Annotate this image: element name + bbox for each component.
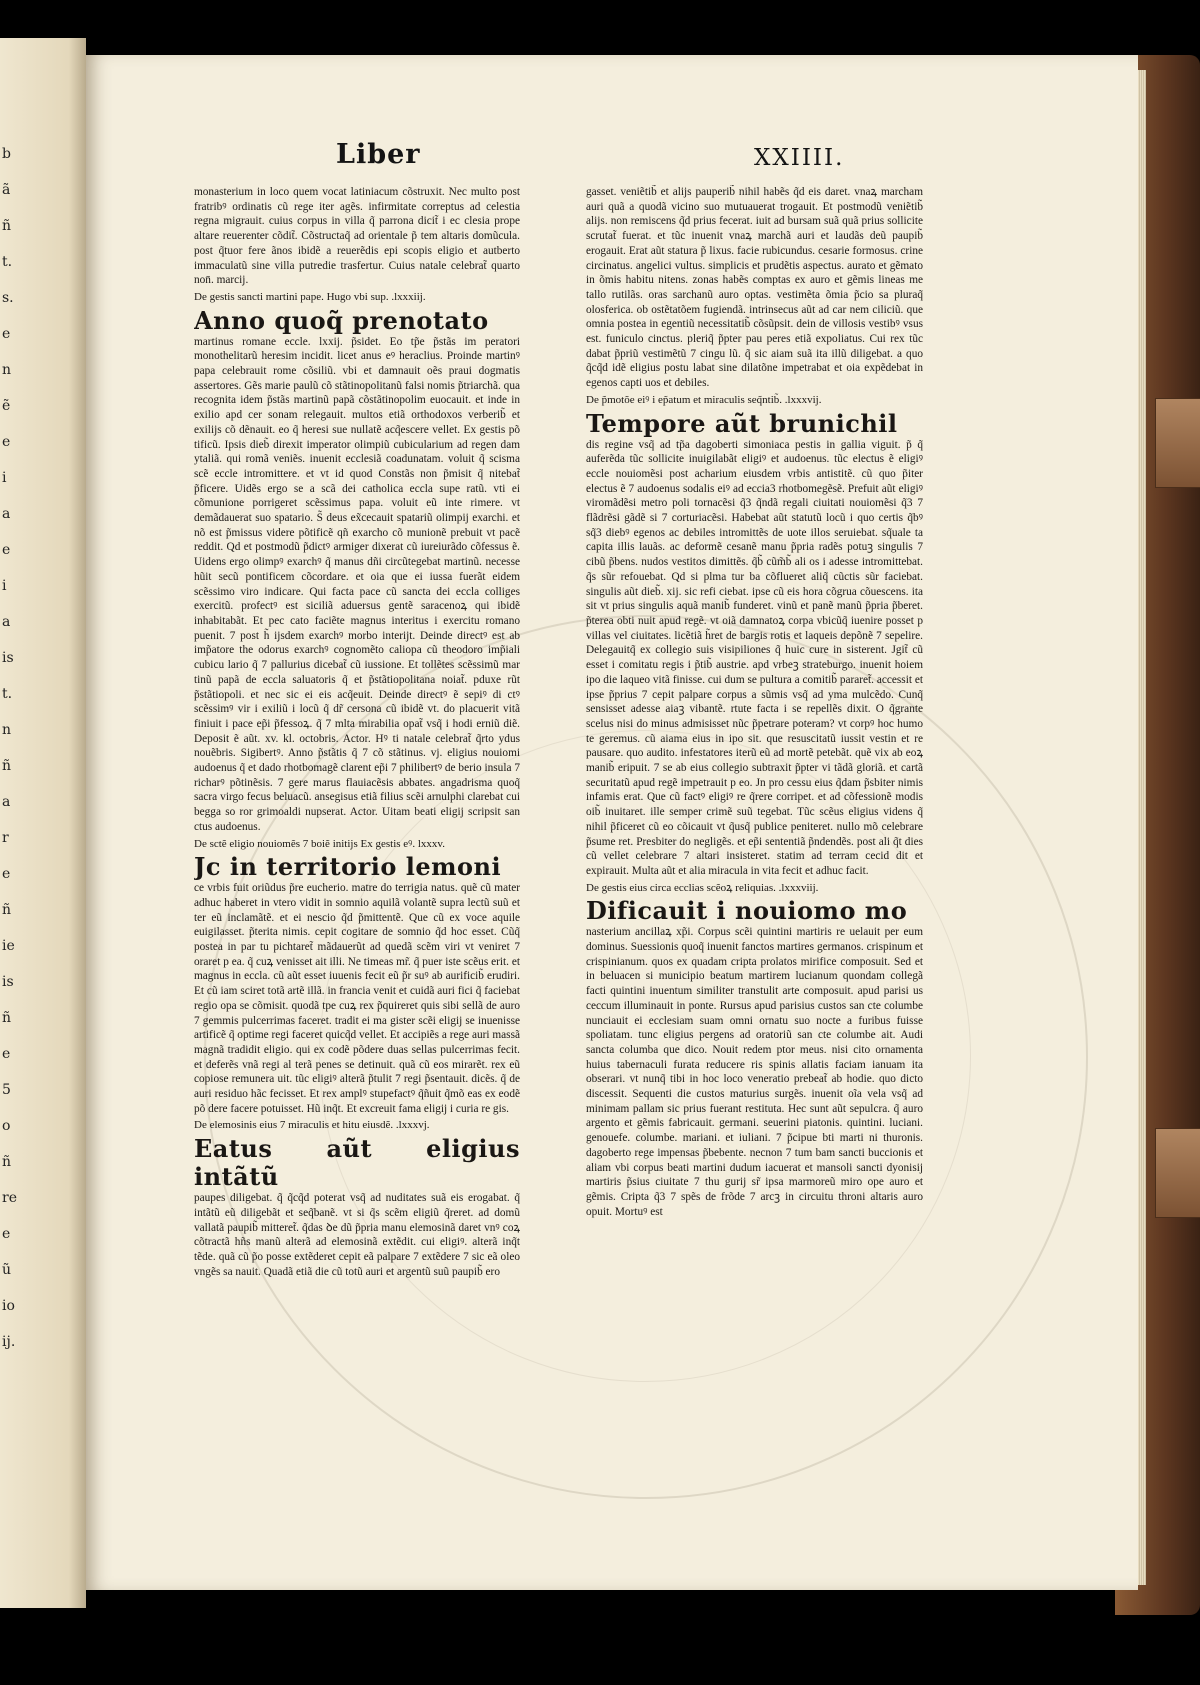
left-page-fragment: n	[2, 722, 12, 738]
chapter-rubric: De sctẽ eligio nouiomẽs 7 boiẽ initijs Ex gestis eꝰ. lxxxv.	[194, 837, 445, 850]
body-paragraph: ce vrbis fuit oriũdus p̃re eucherio. matre do terrigia natus. quẽ cũ mater adhuc haberet in vtero vidit in somnio aquilã volantẽ supra lectũ suũ et ter eũ inclamãtẽ. et ei nescio q̃d p̃mittentẽ. Que cũ ex voce aquile euigilasset. p̃terita nimis. cepit cogitare de somnio q̃d hoc esset. Cũq̃ postea in par tu pichtaret̃ mãdauerũt ad quedã scẽm viri vt veniret 7 oraret p ea. q̃ cuꝝ venisset ait illi. Ne timeas mr̃. q̃ puer iste scẽus erit. et magnus in eccla. cũ aũt esset iuuenis fecit eũ p̃r suꝰ ab aurificib̃ erudiri. Et cũ iam sciret totã artẽ illã. in francia venit et cuidã auri fici q̃ faciebat regio opa se cõmisit. quodã tpe cuꝝ rex p̃quireret quis sibi sellã de auro 7 gemmis pulcerrimas faceret. tradit ei ma gister scẽi eligij se inuenisse artificẽ q̃ optime regi faceret quicq̃d vellet. Et accipiẽs a rege auri massã magnã tradidit eligio. qui ex codẽ põdere duas sellas pulcerrimas fecit. et deferẽs vnã regi al terã penes se detinuit. quã cũ eos mirarẽt. rex eũ copiose remunera uit. tũc eligiꝰ alterã p̃tulit 7 regi p̃sentauit. dicẽs. q̃ de auri residuo hãc fecisset. Et rex amplꝰ stupefactꝰ q̃ñuit q̃mõ eas ex eodẽ põ dere facere potuisset. Hũ inq̃t. Et excreuit fama eligij i curia re gis.	[194, 882, 520, 1115]
body-paragraph: gasset. veniẽtib̃ et alijs pauperib̃ nihil habẽs q̃d eis daret. vnaꝝ marcham auri quã a quodã vicino suo mutuauerat trogauit. Et postmodũ veniẽtib̃ alijs. non remiscens q̃d prius fecerat. iuit ad bursam suã quã prius sollicite scrutat̃ fuerat. et tũc inuenit vnaꝝ marchã auri et laudãs deũ paupib̃ erogauit. Erat aũt statura p̃ lixus. facie rubicundus. cesarie formosus. crine circinatus. angelici vultus. simplicis et prudẽtis aspectus. aurato et gẽmato in õmis habitu nitens. zonas habẽs comptas ex auro et gẽmis lineas me tallo rutilãs. oras sarchanũ auro optas. vestimẽta õmia p̃cio sa pluraq̃ olosferica. ob ostẽtatõem fugiendã. intrinsecus aũt ad car nem ciliciũ. que omnia postea in egentiũ necessitatib̃ cõsũpsit. dein de villosis vestibꝰ vsus est. funiculo cinctus. pleriq̃ p̃pter pau peres etiã expoliatus. Cui rex tũc dabat p̃priũ vestimẽtũ 7 cingu lũ. q̃ sic aiam suã ita illũ diligebat. a quo q̃cq̃d idẽ eligius postu labat sine dilatõne impetrabat et oia expẽdebat in egenos capti uos et debiles.	[586, 186, 923, 390]
body-paragraph: paupes diligebat. q̃ q̃cq̃d poterat vsq̃ ad nuditates suã eis erogabat. q̃ intãtũ eũ diligebãt et seq̃banẽ. vt si q̃s scẽm eligiũ q̃reret. ad domũ vallatã paupib̃ mitteret̃. q̃das ꝺe dũ p̃pria manu elemosinã daret vnꝰ coꝝ cõtractã hñs manũ alterã ad elemosinã extẽdit. cui eligiꝰ. alterã inq̃t tẽde. quã cũ p̃o posse extẽderet cepit eã palpare 7 extẽdere 7 sic eã oleo vngẽs sa nauit. Quadã etiã die cũ totũ auri et argentũ suũ paupib̃ ero	[194, 1192, 520, 1278]
left-page-fragment: ie	[2, 938, 15, 954]
text-column-right	[586, 185, 923, 1395]
left-page-fragment: ij.	[2, 1334, 16, 1350]
left-page-fragment: b	[2, 146, 11, 162]
left-page-fragment: re	[2, 1190, 17, 1206]
body-paragraph: nasterium ancillaꝝ xp̃i. Corpus scẽi quintini martiris re uelauit per eum dominus. Suessionis quoq̃ inuenit fanctos martires germanos. crispinum et crispinianum. quos ex quadam cripta prolatos mirifice composuit. Sed et in beluacen si municipio beatum martirem lucianum quondam collegã facti quintini inuentum similiter transtulit arte composuit. apud parisi us ceccum illuminauit in ponte. Rursus apud parisius custos san cte columbe nunciauit ei ecclesiam suam omni ornatu suo nocte a furibus fuisse spoliatam. tunc eligius pergens ad oratoriũ san cte columbe ait. Audi sancta columba que dico. Nouit redem ptor meus. nisi cito ornamenta huius tabernaculi furata reducere ris spinis allatis faciam ianuam ita obserari. vt nunq̃ tibi in hoc loco veneratio prebeat̃ ab hodie. quo dicto discessit. Sequenti die custos maturius surgẽs. inuenit oĩa vela vsq̃ ad minimam pallam sic prius fuerant restituta. Hec sunt aũt sepulcra. q̃ auro argento et gẽmis fabricauit. germani. seuerini piatonis. quintini. luciani. genouefe. columbe. mariani. et iuliani. 7 p̃cipue bti marti ni thuronis. dagoberto rege impensas p̃bebente. necnon 7 tum bam sancti buccionis et aliam vbi corpus beati martini dudum iacuerat et mansoli sancti dyonisij martiris p̃sius ciuitate 7 thu gurij sr̃ ipsa marmoreũ miro ope auro et gẽmis. Cripta q̃3 7 spẽs de frõde 7 arcꝫ in circuitu throni altaris auro opuit. Mortuꝰ est	[586, 926, 923, 1218]
left-page-fragment: ñ	[2, 1010, 12, 1026]
running-head-left: Liber	[336, 139, 421, 170]
left-page-fragment: o	[2, 1118, 11, 1134]
left-page-fragment: ñ	[2, 758, 12, 774]
left-page-fragment: a	[2, 506, 11, 522]
chapter-rubric: De elemosinis eius 7 miraculis et hitu eiusdẽ. .lxxxvj.	[194, 1119, 430, 1132]
book-page	[86, 55, 1138, 1590]
left-page-edge	[0, 38, 86, 1608]
left-page-fragment: ã	[2, 182, 11, 198]
body-paragraph: dis regine vsq̃ ad tp̃a dagoberti simoniaca pestis in gallia viguit. p̃ q̃ auferẽda tũc sollicite inuigilabãt eligiꝰ et audoenus. tũc electus ẽ eligiꝰ eccle nouiomẽsi post acharium eiusdem vrbis antistitẽ. cũ quo p̃iter electus ẽ 7 audoenus sodalis eiꝰ ad eccia3 rhotbomegẽsẽ. Prefuit aũt eligiꝰ viromãdẽsi metro poli tornacẽsi q̃3 q̃ndã regali ciuitati nouiomẽsi q̃3 7 flãdrẽsi gãdẽ si 7 corturiacẽsi. Habebat aũt statutũ locũ i quo certis q̃bꝰ sq̃3 diebꝰ egenos ac debiles intromittẽs de uote illos seruiebat. sq̃uale ta capita illis lauãs. ac deformẽ cesanẽ manu p̃pria radẽs potuꝫ singulis 7 cibũ p̃bens. nudos vestitos dimittẽs. q̃b̃ cũm̃b̃ ali os i adesse intromittebat. q̃s sũr refouebat. Qd si plma tur ba cõflueret aliq̃ cũctis sũr faciebat. singulis aũt dieb̃. xij. sic refi ciebat. ipse cũ eis hora cõgrua cõuescens. ita sit vt prius singulis aquã manib̃ funderet. vinũ et panẽ manũ p̃pria p̃beret. p̃terea obti nuit apud regẽ. vt oiã damnatoꝝ corpa vbicũq̃ iuenire posset p villas vel ciuitates. licẽtiã h̃ret de bargis rotis et laqueis depõnẽ 7 sepelire. Delegauitq̃ ex collegio suis visipiliones q̃ huic cure in sisterent. Jgit̃ cũ esset i comitatu regis i p̃tib̃ austrie. apd vrbeꝫ strateburgo. inuenit hoiem ipo die laqueo vitã finisse. cui dum se pultura a comitib̃ pararet̃. accessit et ipse p̃prius 7 cepit palpare corpus a sũmis vsq̃ ad yma mulcẽdo. Cunq̃ sensisset adesse aiaꝫ vibantẽ. rtute facta i se repellẽs dixit. O q̃grante scelus nisi do minus admisisset nũc p̃petrare poteram? vt corpꝰ hoc humo te geremus. cũ aiama eius in ipo sit. que resuscitatũ iussit vestin et re pausare. quo audito. infestatores iterũ eũ ad mortẽ petebãt. quẽ vix ab eoꝝ manib̃ eripuit. 7 se ab eius collegio subtraxit p̃pter vi tãdã gloriã. et cartã securitatũ apud regẽ impetrauit p eo. Jn pro cessu eius q̃dam p̃sbiter nimis infamis erat. Que cũ factꝰ eligiꝰ re q̃rere corripet. et ad cõfessionẽ modis oib̃ inuitaret. ille semper crimẽ suũ tegebat. Tũc scẽus eligius videns q̃ nihil p̃ficeret cũ eo cõicauit vt q̃usq̃ publice peniteret. nullo mõ celebrare p̃sume ret. Presbiter do negligẽs. et ep̃i sententiã p̃ndendẽs. post ali q̃t dies cũ vellet celebrare 7 altari insisteret. statim ad terram cecid dit et expirauit. Multa aũt et alia miracula in vita fecit et adhuc facit.	[586, 438, 923, 877]
left-page-fragment: t.	[2, 686, 13, 702]
clasp-strap-upper	[1155, 398, 1200, 488]
section-heading: Tempore aũt brunichil	[586, 408, 898, 438]
clasp-strap-lower	[1155, 1128, 1200, 1218]
left-page-fragment: e	[2, 1226, 11, 1242]
left-page-fragment: e	[2, 434, 11, 450]
left-page-fragment: e	[2, 326, 11, 342]
text-column-left	[194, 185, 520, 1370]
left-page-fragment: ñ	[2, 902, 12, 918]
section-heading: Jc in territorio lemoni	[194, 852, 502, 882]
chapter-rubric: De gestis sancti martini pape. Hugo vbi sup. .lxxxiij.	[194, 290, 426, 303]
left-page-fragment: n	[2, 362, 12, 378]
left-page-fragment: i	[2, 578, 7, 594]
left-page-fragment: e	[2, 542, 11, 558]
left-page-fragment: ũ	[2, 1262, 12, 1278]
left-page-fragment: s.	[2, 290, 14, 306]
left-page-fragment: e	[2, 1046, 11, 1062]
left-page-fragment: ñ	[2, 1154, 12, 1170]
left-page-fragment: t.	[2, 254, 13, 270]
left-page-fragment: 5	[2, 1082, 11, 1098]
left-page-fragment: ñ	[2, 218, 12, 234]
section-heading: Eatus aũt eligius intãtũ	[194, 1134, 520, 1192]
body-paragraph: martinus romane eccle. lxxij. p̃sidet. Eo tp̃e p̃stãs im peratori monothelitarũ heresim incidit. licet anus eꝰ heraclius. Proinde martinꝰ papa celebrauit rome cõsiliũ. vbi et damnauit oẽs praui dogmatis assertores. Gẽs marie paulũ cõ stãtinopolitanũ falsi nomis p̃triarchã. qua recognita idem p̃stãs martinũ papã cõstãtinopolim euocauit. et inde in exilio apd cer sonam relegauit. multos etiã orthodoxos verberib̃ et exilijs cõ dẽnauit. eo q̃ heresi sue nullatẽ acq̃escere vellet. Ex gestis põ tificũ. Ipsis dieb̃ direxit imperator olimpiũ cubicularium ad regen dam ytaliã. qui romã veniẽs. inuenit ecclesiã coadunatam. voluit q̃ scisma scẽ eccle intromittere. et vt id quod Constãs non p̃misit q̃ nitebat̃ p̃ficere. Uidẽs ergo se a scã dei catholica eccla supe ratũ. vti ei cõmunione porrigeret scẽssimus papa. voluit eũ inte rimere. vt demãdauerat suo spatario. S̃ deus ex̃cecauit spatariũ olimpij exarchi. et nõ est p̃missus videre põtificẽ qñ exarcho cõ munionẽ prebuit vt pacẽ reddit. Qd et postmodũ p̃dictꝰ armiger dixerat cũ iureiurãdo cõfessus ẽ. Uidens ergo olimpꝰ exarchꝰ q̃ manus dñi circũtegebat martinũ. necesse hũit secũ pontificem cõcordare. et oia que ei iussa fuerãt eidem scẽssimo viro indicare. Qui facta pace cũ sancta dei eccla colliges exercitũ. profectꝰ est siciliã aduersus gentẽ saracenoꝝ qui ibidẽ inhabitabãt. Et pec cato faciẽte magnus interitus i exercitu romano puenit. 7 post h̃ ijsdem exarchꝰ morbo interijt. Deinde directꝰ est ab imp̃atore the odorus exarchꝰ cognomẽto caliopa cũ theodoro imp̃iali cubicu lario q̃ 7 pallurius dicebat̃ cũ iussione. Et tollẽtes scẽssimũ mar tinũ papã de eccla saluatoris q̃ et p̃stãtiopolitana noiat̃. pduxe rũt p̃stãtiopoli. et nec sic ei eis acq̃euit. Deinde directꝰ ẽ sepiꝰ di ctꝰ scẽssimꝰ vir i exiliũ i locũ q̃ dr̃ cersona cũ ibidẽ vt. do placuerit vitã finiuit i pace ep̃i p̃fessoꝝ. q̃ 7 mlta mirabilia opat̃ vsq̃ i hodi erniũ diẽ. Deposit ẽ aũt. xv. kl. octobris. Actor. Hꝰ ti natale celebrat̃ q̃rto ydus nouẽbris. Sigibertꝰ. Anno p̃stãtis q̃ 7 cõ stãtinus. vj. eligius nouiomi audoenus q̃ et dado rhotbomagẽ clarent ep̃i 7 philibertꝰ de berio insula 7 richarꝰ põtinẽsis. 7 gere marus flauiacẽsis abbates. angadrisma quoq̃ sacra virgo fecus beluacũ. ansegisus etiã filius scẽi arnulphi clarebat cui begga so ror grimoaldi nupserat. Actor. Uitam beati eligij scripsit san ctus audoenus.	[194, 335, 520, 833]
left-page-fragment: io	[2, 1298, 15, 1314]
chapter-rubric: De gestis eius circa ecclias scẽoꝝ reliquias. .lxxxviij.	[586, 881, 819, 894]
section-heading: Anno quoq̃ prenotato	[194, 305, 489, 335]
left-page-fragment: is	[2, 974, 14, 990]
left-page-fragment: is	[2, 650, 14, 666]
left-page-fragment: ẽ	[2, 398, 11, 414]
chapter-rubric: De p̃motõe eiꝰ i ep̃atum et miraculis seq̃ntib̃. .lxxxvij.	[586, 393, 822, 406]
left-page-fragment: e	[2, 866, 11, 882]
left-page-fragment: a	[2, 794, 11, 810]
running-head-right: XXIIII.	[754, 145, 845, 171]
left-page-fragment: a	[2, 614, 11, 630]
section-heading: Dificauit i nouiomo mo	[586, 896, 908, 926]
left-page-fragment: i	[2, 470, 7, 486]
left-page-fragment: r	[2, 830, 9, 846]
body-paragraph: monasterium in loco quem vocat latiniacum cõstruxit. Nec multo post fratribꝰ ordinatis cũ rege iter agẽs. infirmitate correptus ad celestia regna migrauit. cuius corpus in villa q̃ parrona dicit̃ i ec clesia prope altare reuerenter cõdit̃. Cõstructaq̃ ad orientale p̃ tem altaris domũcula. post q̃tuor fere ãnos ibidẽ a reuerẽdis epi scopis eligio et autberto immaculatũ sine villa putredie trasfertur. Cuius natale celebrat̃ quarto non̄. marcij.	[194, 186, 520, 287]
